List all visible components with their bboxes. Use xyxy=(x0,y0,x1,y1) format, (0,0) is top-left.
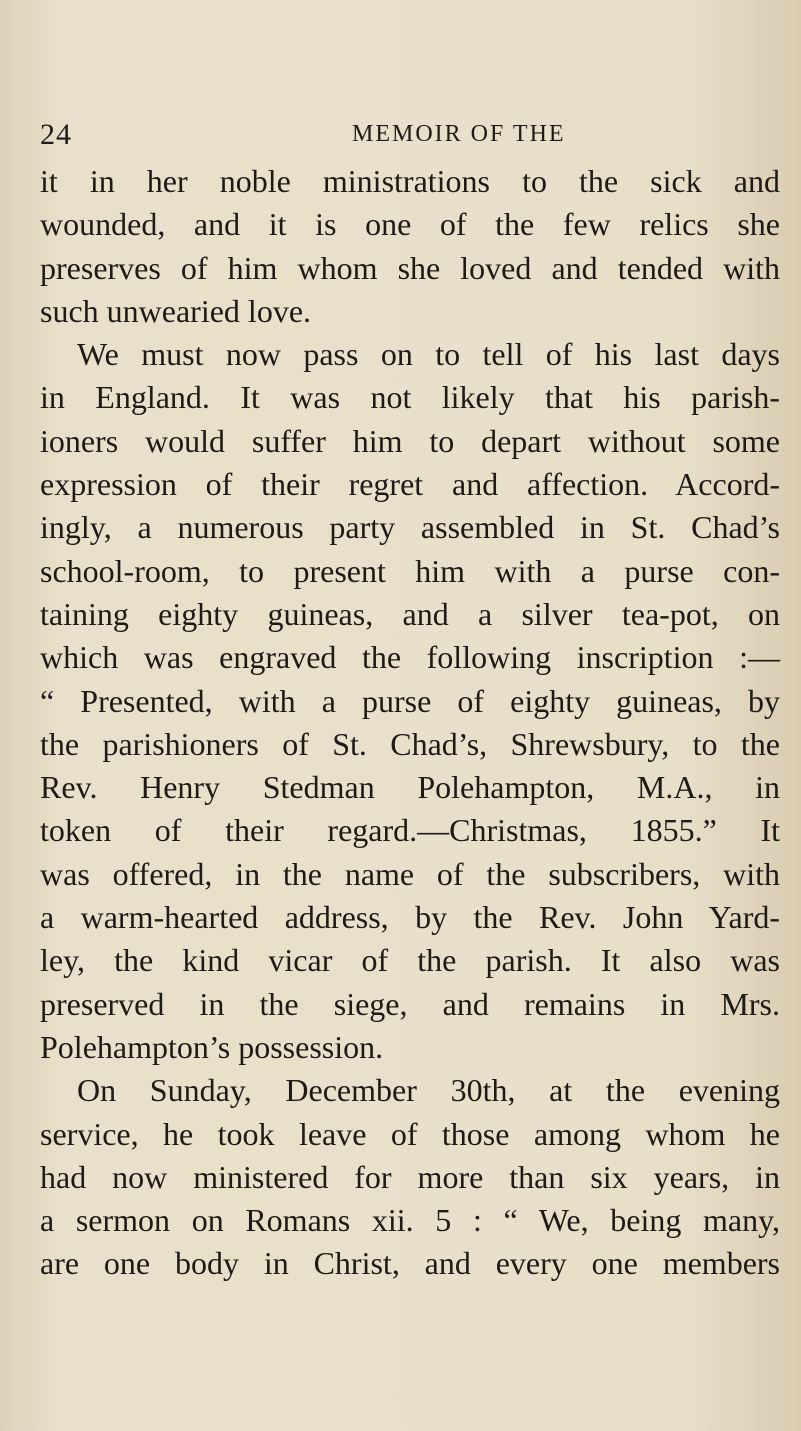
text-line: Rev. Henry Stedman Polehampton, M.A., in xyxy=(40,769,780,806)
text-line: a sermon on Romans xii. 5 : “ We, being many, xyxy=(40,1202,780,1239)
text-line: such unwearied love. xyxy=(40,292,312,329)
running-head xyxy=(40,118,760,158)
text-line: was offered, in the name of the subscribers, with xyxy=(40,855,780,892)
text-line: “ Presented, with a purse of eighty guineas, by xyxy=(40,682,780,719)
text-line: ingly, a numerous party assembled in St. Chad’s xyxy=(40,509,780,546)
text-line: the parishioners of St. Chad’s, Shrewsbury, to the xyxy=(40,725,780,762)
text-line: it in her noble ministrations to the sick and xyxy=(40,163,780,199)
text-line: We must now pass on to tell of his last days xyxy=(77,336,780,373)
text-line: are one body in Christ, and every one members xyxy=(40,1245,780,1282)
page-number: 24 xyxy=(40,118,72,151)
text-line: which was engraved the following inscription :— xyxy=(40,639,780,676)
text-line: ioners would suffer him to depart without some xyxy=(40,422,780,459)
text-line: taining eighty guineas, and a silver tea-pot, on xyxy=(40,595,780,632)
text-line: On Sunday, December 30th, at the evening xyxy=(77,1072,780,1109)
text-line: preserves of him whom she loved and tended with xyxy=(40,249,780,286)
text-line: a warm-hearted address, by the Rev. John Yard- xyxy=(40,899,780,936)
text-line: service, he took leave of those among whom he xyxy=(40,1115,780,1152)
text-line: wounded, and it is one of the few relics she xyxy=(40,206,780,243)
text-line: preserved in the siege, and remains in Mrs. xyxy=(40,985,780,1022)
text-line: had now ministered for more than six years, in xyxy=(40,1158,780,1195)
text-line: ley, the kind vicar of the parish. It also was xyxy=(40,942,780,979)
text-line: expression of their regret and affection. Accord- xyxy=(40,466,780,503)
text-line: Polehampton’s possession. xyxy=(40,1028,384,1065)
running-title: MEMOIR OF THE xyxy=(352,121,566,147)
text-line: token of their regard.—Christmas, 1855.” It xyxy=(40,812,780,849)
text-line: school-room, to present him with a purse con- xyxy=(40,552,780,589)
text-line: in England. It was not likely that his parish- xyxy=(40,379,780,416)
body-text xyxy=(40,160,780,1286)
